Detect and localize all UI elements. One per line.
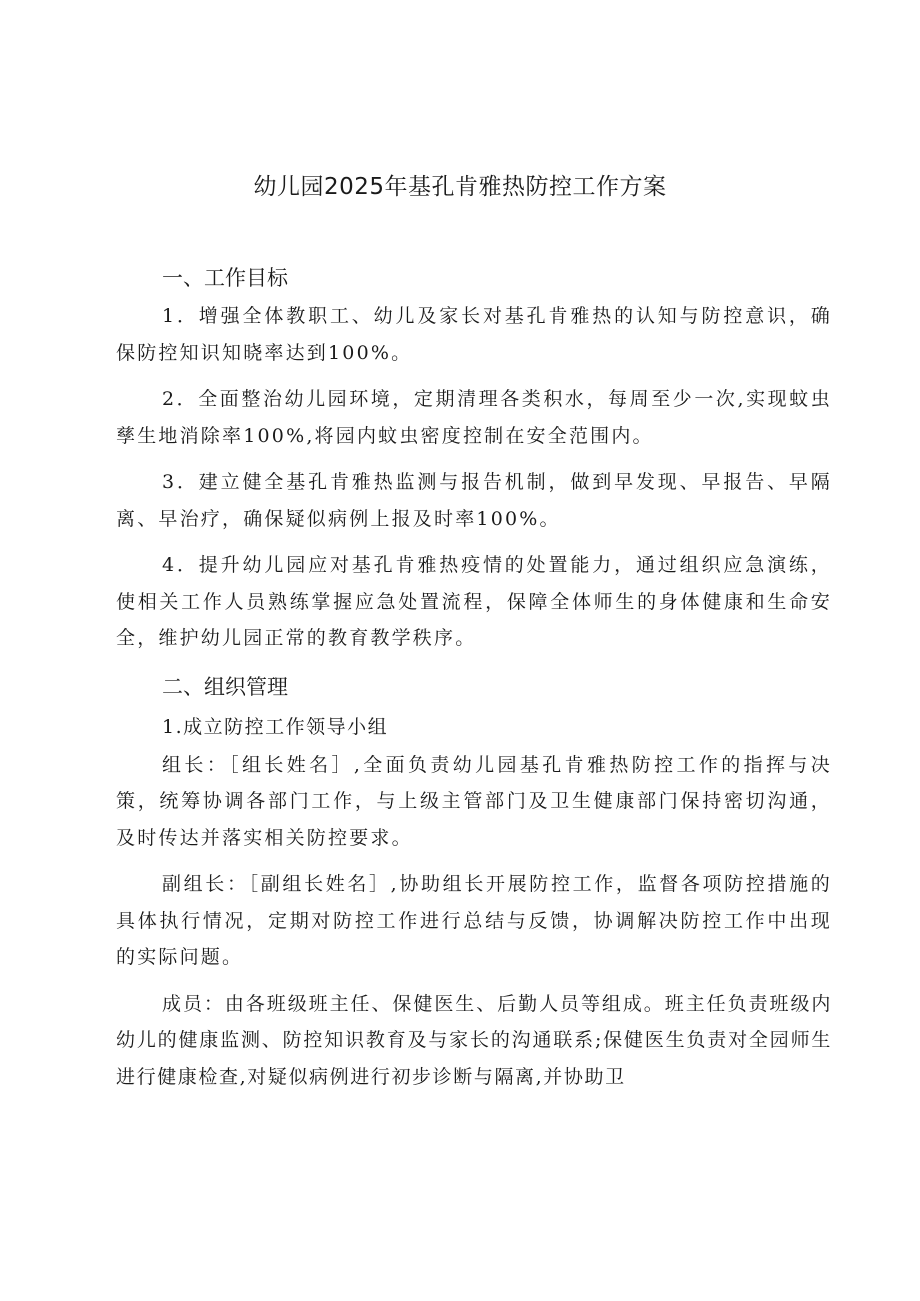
org-paragraph-members: 成员：由各班级班主任、保健医生、后勤人员等组成。班主任负责班级内幼儿的健康监测、防控知识教育及与家长的沟通联系;保健医生负责对全园师生进行健康检查,对疑似病例进行初步诊断与隔离,并协助卫 [116, 992, 832, 1088]
org-paragraph-leader: 组长：［组长姓名］,全面负责幼儿园基孔肯雅热防控工作的指挥与决策，统筹协调各部门工作，与上级主管部门及卫生健康部门保持密切沟通，及时传达并落实相关防控要求。 [116, 753, 832, 849]
goal-paragraph-1: 1．增强全体教职工、幼儿及家长对基孔肯雅热的认知与防控意识，确保防控知识知晓率达到100%。 [116, 305, 832, 364]
goal-paragraph-3: 3．建立健全基孔肯雅热监测与报告机制，做到早发现、早报告、早隔离、早治疗，确保疑似病例上报及时率100%。 [116, 471, 832, 530]
goal-paragraph-2: 2．全面整治幼儿园环境，定期清理各类积水，每周至少一次,实现蚊虫孳生地消除率100%,将园内蚊虫密度控制在安全范围内。 [116, 388, 832, 447]
section-heading-organization: 二、组织管理 [162, 674, 288, 699]
section-heading-goals: 一、工作目标 [162, 266, 288, 290]
goal-paragraph-4: 4．提升幼儿园应对基孔肯雅热疫情的处置能力，通过组织应急演练，使相关工作人员熟练掌握应急处置流程，保障全体师生的身体健康和生命安全，维护幼儿园正常的教育教学秩序。 [116, 554, 832, 649]
org-paragraph-deputy: 副组长：［副组长姓名］,协助组长开展防控工作，监督各项防控措施的具体执行情况，定期对防控工作进行总结与反馈，协调解决防控工作中出现的实际问题。 [116, 873, 832, 968]
document-body [116, 258, 832, 1105]
document-title: 幼儿园2025年基孔肯雅热防控工作方案 [253, 174, 667, 200]
subheading-leading-group: 1.成立防控工作领导小组 [162, 715, 389, 738]
